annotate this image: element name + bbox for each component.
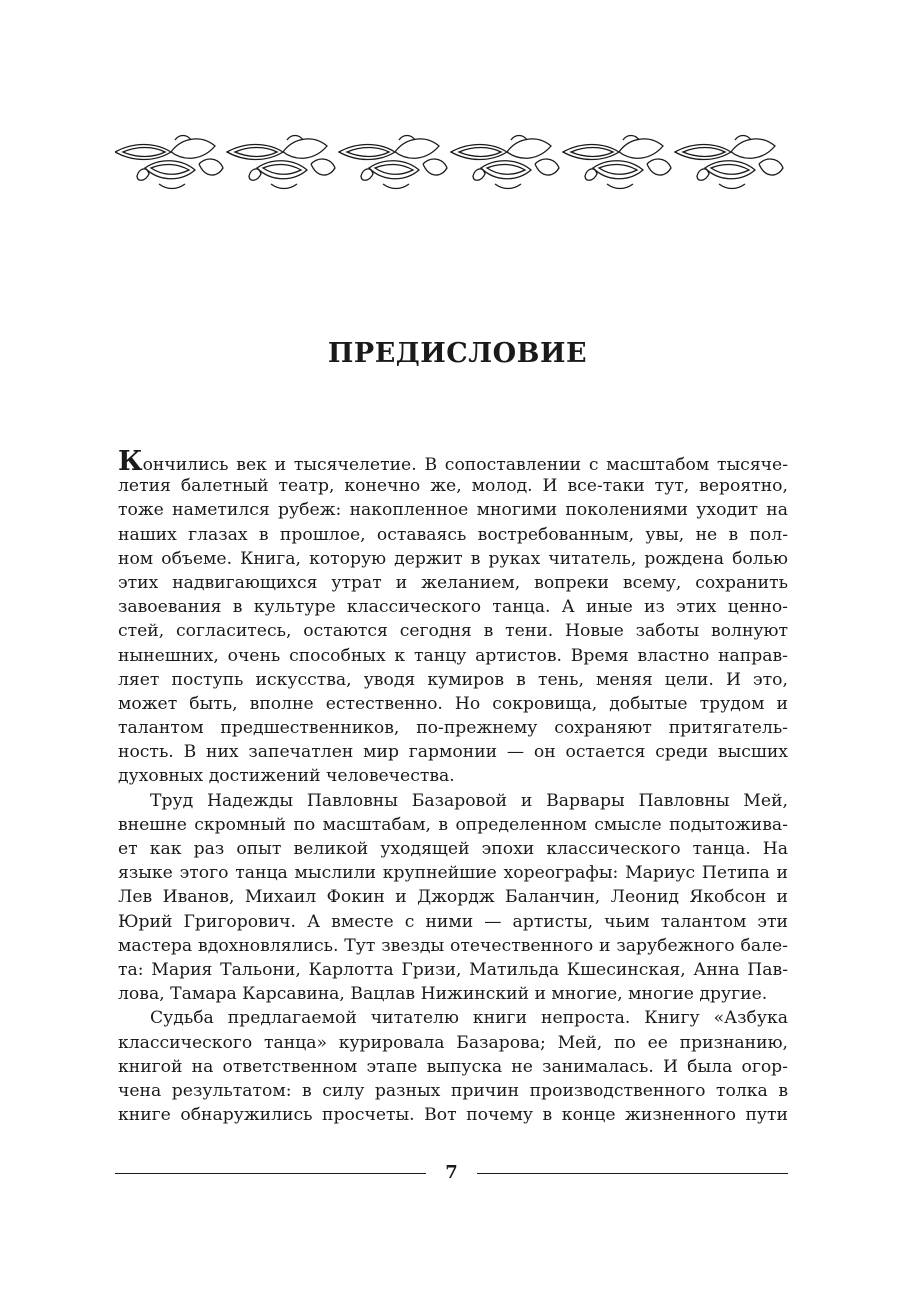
body-text <box>118 446 788 1127</box>
text-line: ет как раз опыт великой уходящей эпохи классического танца. На <box>118 839 788 859</box>
text-line: книгой на ответственном этапе выпуска не занималась. И была огор- <box>118 1056 788 1077</box>
page-footer <box>115 1160 788 1188</box>
text-line: талантом предшественников, по-прежнему сохраняют притягатель- <box>118 718 788 739</box>
text-line: духовных достижений человечества. <box>118 766 455 787</box>
text-line: Юрий Григорович. А вместе с ними — артисты, чьим талантом эти <box>118 911 788 932</box>
page-number: 7 <box>445 1162 458 1183</box>
text-line: внешне скромный по масштабам, в определенном смысле подытожива- <box>118 814 788 835</box>
page-title: ПРЕДИСЛОВИЕ <box>327 338 588 369</box>
text-line: Судьба предлагаемой читателю книги непроста. Книгу «Азбука <box>150 1008 788 1029</box>
text-line: Труд Надежды Павловны Базаровой и Варвары Павловны Мей, <box>150 790 788 811</box>
text-line: ном объеме. Книга, которую держит в руках читатель, рождена болью <box>118 548 788 569</box>
text-line: Лев Иванов, Михаил Фокин и Джордж Баланчин, Леонид Якобсон и <box>118 887 788 908</box>
text-line: завоевания в культуре классического танца. А иные из этих ценно- <box>118 597 788 618</box>
text-line: нынешних, очень способных к танцу артистов. Время властно направ- <box>118 645 788 666</box>
text-line: может быть, вполне естественно. Но сокровища, добытые трудом и <box>118 693 788 714</box>
text-line: ность. В них запечатлен мир гармонии — он остается среди высших <box>118 742 788 763</box>
text-line: ляет поступь искусства, уводя кумиров в тень, меняя цели. И это, <box>118 669 788 690</box>
text-line: мастера вдохновлялись. Тут звезды отечественного и зарубежного бале- <box>118 935 788 956</box>
footer-rule-right <box>477 1173 788 1174</box>
text-line: та: Мария Тальони, Карлотта Гризи, Матильда Кшесинская, Анна Пав- <box>118 959 788 980</box>
text-line: летия балетный театр, конечно же, молод. И все-таки тут, вероятно, <box>118 476 788 497</box>
text-line: тоже наметился рубеж: накопленное многими поколениями уходит на <box>118 500 788 521</box>
text-line: классического танца» курировала Базарова; Мей, по ее признанию, <box>118 1032 788 1053</box>
text-line: языке этого танца мыслили крупнейшие хореографы: Мариус Петипа и <box>118 863 788 884</box>
text-line: этих надвигающихся утрат и желанием, вопреки всему, сохранить <box>118 572 788 593</box>
drop-cap: К <box>118 446 143 477</box>
text-line: лова, Тамара Карсавина, Вацлав Нижинский и многие, многие другие. <box>118 984 768 1005</box>
text-line: наших глазах в прошлое, оставаясь востребованным, увы, не в пол- <box>118 524 788 545</box>
text-line: Кончились век и тысячелетие. В сопоставлении с масштабом тысяче- <box>118 446 788 477</box>
decorative-ornament-border <box>115 128 788 194</box>
text-line: чена результатом: в силу разных причин производственного толка в <box>118 1080 788 1101</box>
text-line: стей, согласитесь, остаются сегодня в тени. Новые заботы волнуют <box>118 621 788 642</box>
text-line: книге обнаружились просчеты. Вот почему в конце жизненного пути <box>118 1105 788 1126</box>
